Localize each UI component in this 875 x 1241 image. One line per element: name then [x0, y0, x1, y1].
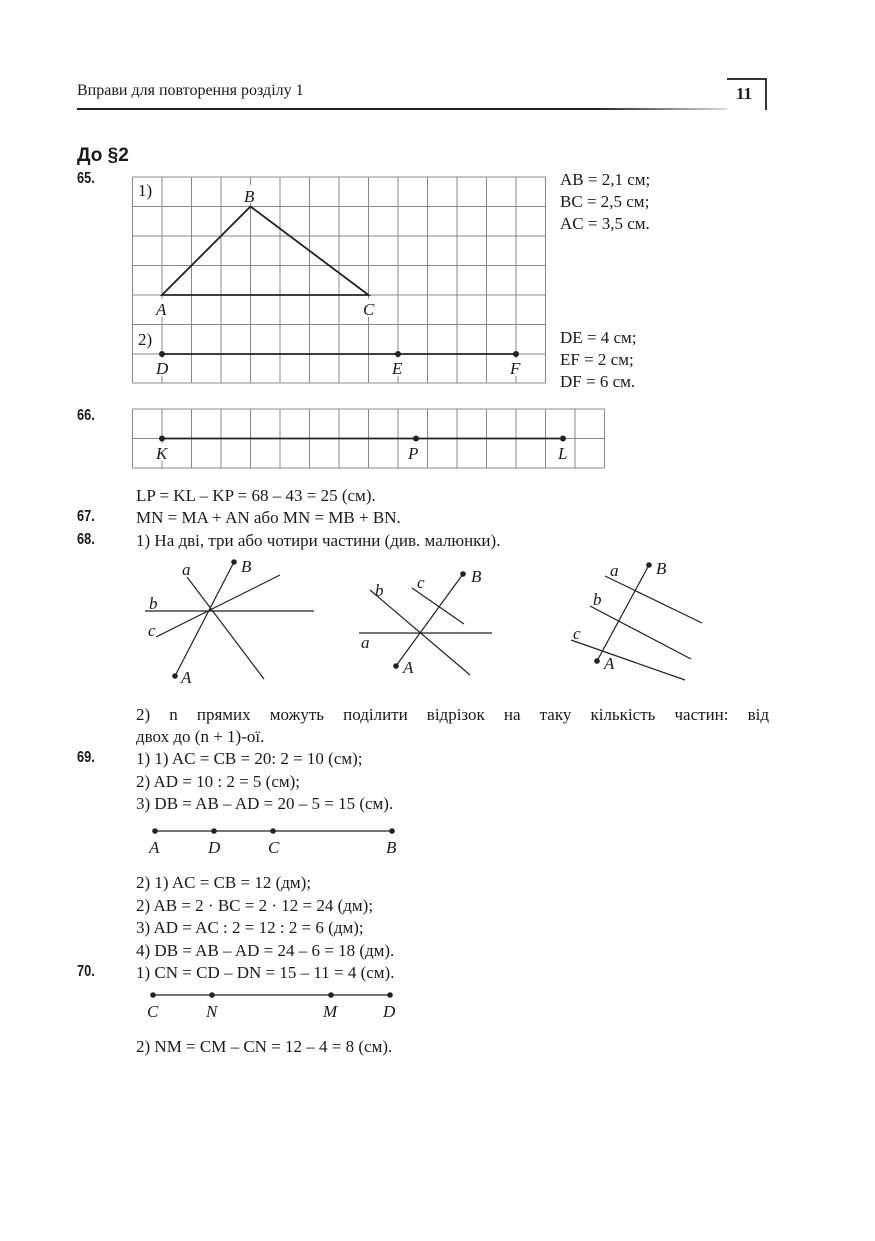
exercise-65-grid-figure	[130, 175, 550, 387]
ex65-measure-ac: AC = 3,5 см.	[560, 214, 650, 233]
ex68-figure-1	[140, 555, 320, 690]
exercise-67-number: 67.	[77, 508, 95, 525]
point-a-label: A	[403, 658, 414, 677]
point-f-label: F	[510, 359, 521, 378]
header-rule	[77, 108, 727, 110]
exercise-65-number: 65.	[77, 170, 95, 187]
ex68-answer-line2b: двох до (n + 1)-ої.	[136, 727, 265, 746]
exercise-69-number: 69.	[77, 749, 95, 766]
ex69-part1-line3: 3) DB = AB – AD = 20 – 5 = 15 (см).	[136, 794, 394, 813]
point-k-label: K	[156, 444, 168, 463]
running-header-title: Вправи для повторення розділу 1	[77, 82, 304, 99]
ex65-measure-ef: EF = 2 см;	[560, 350, 634, 369]
ex69-part2-line4: 4) DB = AB – AD = 24 – 6 = 18 (дм).	[136, 941, 395, 960]
ex68-figure-3	[565, 556, 710, 688]
point-b-label: B	[244, 187, 255, 206]
exercise-70-number: 70.	[77, 963, 95, 980]
ex68-answer-line2a: 2) n прямих можуть поділити відрізок на таку кількість частин: від	[136, 705, 769, 724]
point-n-label: N	[206, 1002, 218, 1021]
line-a-label: a	[361, 633, 370, 652]
line-b-label: b	[593, 590, 602, 609]
point-c-label: C	[268, 838, 280, 857]
point-b-label: B	[656, 559, 667, 578]
figure-part2-label: 2)	[138, 330, 153, 349]
ex65-measure-de: DE = 4 см;	[560, 328, 637, 347]
ex68-figure-2	[355, 565, 500, 680]
ex65-measure-df: DF = 6 см.	[560, 372, 636, 391]
point-c-label: C	[147, 1002, 159, 1021]
point-b-label: B	[471, 567, 482, 586]
ex70-part2: 2) NM = CM – CN = 12 – 4 = 8 (см).	[136, 1037, 393, 1056]
line-b-label: b	[375, 581, 384, 600]
ex67-formula: MN = MA + AN або MN = MB + BN.	[136, 508, 401, 527]
line-c-label: c	[417, 573, 425, 592]
point-l-label: L	[558, 444, 568, 463]
ex68-answer-line1: 1) На дві, три або чотири частини (див. малюнки).	[136, 531, 501, 550]
ex70-segment-figure	[138, 986, 408, 1026]
ex69-part1-line2: 2) AD = 10 : 2 = 5 (см);	[136, 772, 301, 791]
point-m-label: M	[323, 1002, 338, 1021]
line-c-label: c	[148, 621, 156, 640]
exercise-68-number: 68.	[77, 531, 95, 548]
point-b-label: B	[241, 557, 252, 576]
point-a-label: A	[149, 838, 160, 857]
point-c-label: C	[363, 300, 375, 319]
exercise-66-grid-figure	[130, 407, 610, 471]
line-a-label: a	[610, 561, 619, 580]
point-e-label: E	[392, 359, 403, 378]
line-b-label: b	[149, 594, 158, 613]
ex65-measure-ab: AB = 2,1 см;	[560, 170, 651, 189]
ex69-part2-line3: 3) AD = AC : 2 = 12 : 2 = 6 (дм);	[136, 918, 364, 937]
point-b-label: B	[386, 838, 397, 857]
point-a-label: A	[156, 300, 167, 319]
line-c-label: c	[573, 624, 581, 643]
ex69-segment-figure	[140, 822, 410, 862]
ex66-formula: LP = KL – KP = 68 – 43 = 25 (см).	[136, 486, 376, 505]
ex69-part1-line1: 1) 1) AC = CB = 20: 2 = 10 (см);	[136, 749, 363, 768]
point-d-label: D	[156, 359, 169, 378]
point-d-label: D	[383, 1002, 396, 1021]
ex69-part2-line1: 2) 1) AC = CB = 12 (дм);	[136, 873, 312, 892]
point-d-label: D	[208, 838, 221, 857]
page-number: 11	[736, 84, 753, 103]
exercise-66-number: 66.	[77, 407, 95, 424]
ex70-part1: 1) CN = CD – DN = 15 – 11 = 4 (см).	[136, 963, 395, 982]
line-a-label: a	[182, 560, 191, 579]
ex69-part2-line2: 2) AB = 2 · BC = 2 · 12 = 24 (дм);	[136, 896, 374, 915]
section-title: До §2	[77, 145, 129, 166]
point-a-label: A	[181, 668, 192, 687]
point-p-label: P	[408, 444, 419, 463]
point-a-label: A	[604, 654, 615, 673]
ex65-measure-bc: BC = 2,5 см;	[560, 192, 650, 211]
figure-part1-label: 1)	[138, 181, 153, 200]
